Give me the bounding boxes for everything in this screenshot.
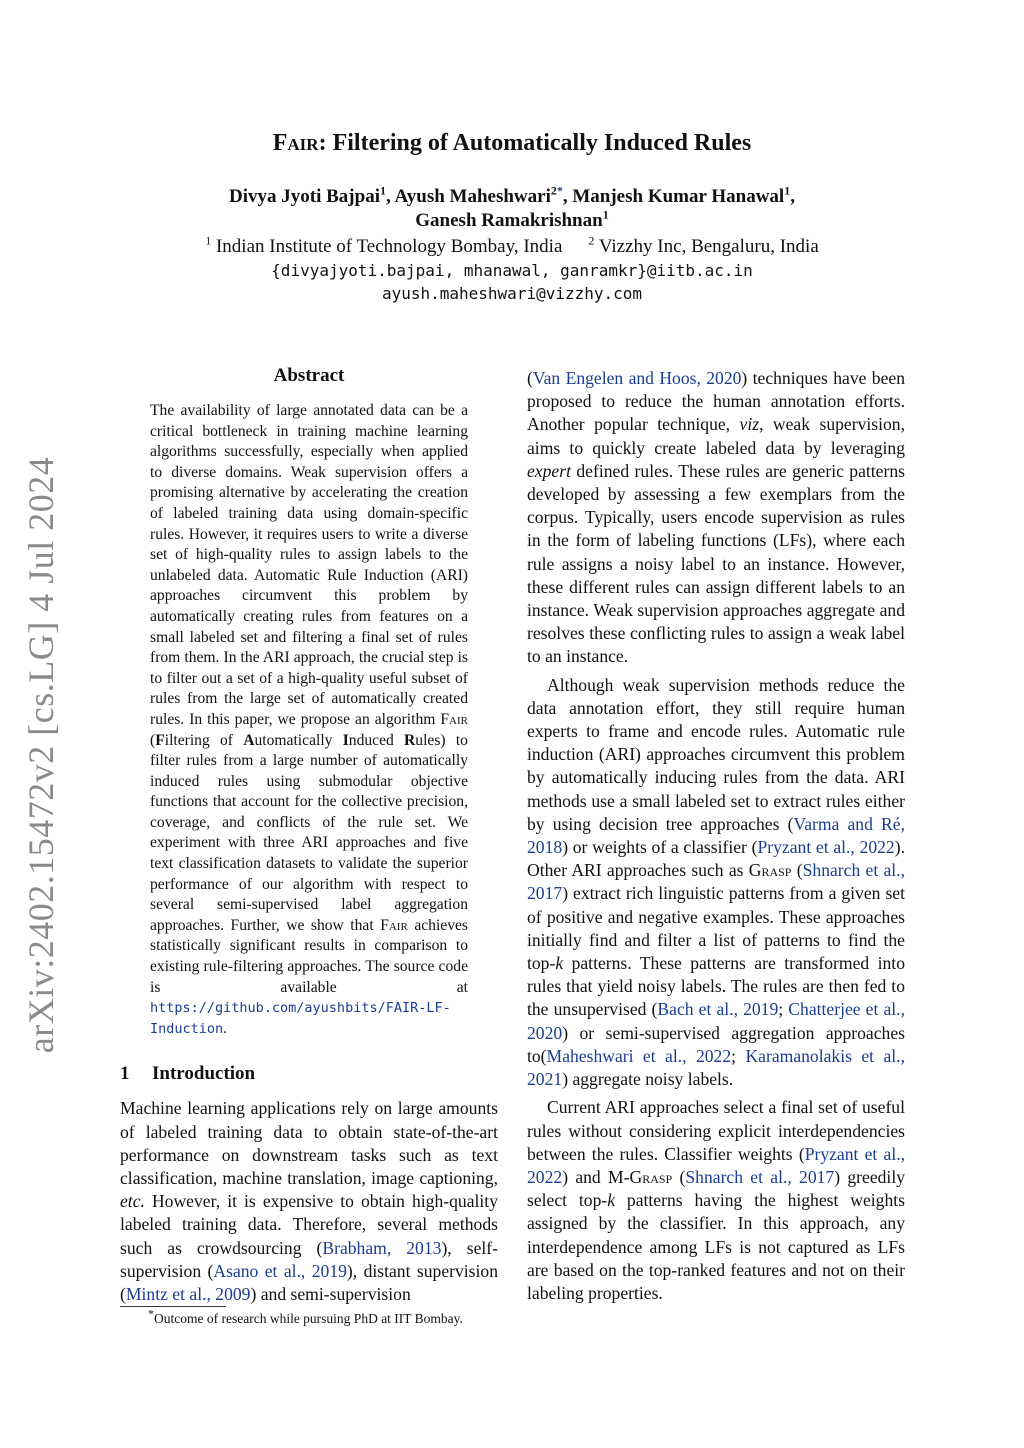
paragraph-current-ari: Current ARI approaches select a final set of useful rules without considering explicit interdependencies between the rules. Classifier weights (Pryzant et al., 2022) and M-Grasp (Shnarch et al., 2017) greedily select top-k patterns having the highest weights assigned by the classifier. In this approach, any interdependence among LFs is not captured as LFs are based on the top-ranked features and not on their labeling properties. bbox=[527, 1097, 906, 1303]
right-column bbox=[527, 367, 905, 1305]
footnote: *Outcome of research while pursuing PhD at IIT Bombay. bbox=[148, 1306, 463, 1326]
citation-van-engelen[interactable]: Van Engelen and Hoos, 2020 bbox=[532, 368, 742, 388]
intro-paragraph: Machine learning applications rely on large amounts of labeled training data to obtain state-of-the-art performance on downstream tasks such as text classification, machine translation, image captioning, etc. However, it is expensive to obtain high-quality labeled training data. Therefore, several methods such as crowdsourcing (Brabham, 2013), self-supervision (Asano et al., 2019), distant supervision (Mintz et al., 2009) and semi-supervision bbox=[120, 1098, 499, 1305]
arxiv-identifier bbox=[6, 456, 76, 1054]
section-heading-introduction: 1 Introduction bbox=[120, 1063, 256, 1085]
affiliations: $^1$ Indian Institute of Technology Bombay, India $^2$ Vizzhy Inc, Bengaluru, India bbox=[205, 233, 819, 257]
email-addresses: {divyajyoti.bajpai, mhanawal, ganramkr}@iitb.ac.in ayush.maheshwari@vizzhy.com bbox=[271, 261, 753, 303]
citation-shnarch[interactable]: Shnarch et al., 2017 bbox=[527, 860, 905, 904]
citation-asano[interactable]: Asano et al., 2019 bbox=[213, 1260, 347, 1281]
title-block bbox=[120, 130, 904, 305]
paper-title: Fair: Filtering of Automatically Induced Rules bbox=[272, 130, 752, 156]
citation-brabham[interactable]: Brabham, 2013 bbox=[322, 1237, 442, 1258]
abstract-heading: Abstract bbox=[273, 365, 345, 386]
arxiv-id-text: arXiv:2402.15472v2 [cs.LG] 4 Jul 2024 bbox=[21, 456, 61, 1054]
citation-shnarch-2[interactable]: Shnarch et al., 2017 bbox=[685, 1166, 835, 1187]
author-list: Divya Jyoti Bajpai$^1$, Ayush Maheshwari$^{2*}$, Manjesh Kumar Hanawal$^1$, Ganesh Ramakrishnan$^1$ bbox=[229, 183, 795, 231]
citation-varma[interactable]: Varma and Ré, 2018 bbox=[527, 813, 905, 858]
citation-maheshwari[interactable]: Maheshwari et al., 2022 bbox=[546, 1045, 732, 1066]
abstract-text: The availability of large annotated data can be a critical bottleneck in training machine learning algorithms successfully, especially when applied to diverse domains. Weak supervision offers a promising alternative by accelerating the creation of labeled training data using domain-specific rules. However, it requires users to write a diverse set of high-quality rules to assign labels to the unlabeled data. Automatic Rule Induction (ARI) approaches circumvent this problem by automatically creating rules from features on a small labeled set and filtering a final set of rules from them. In the ARI approach, the crucial step is to filter out a set of a high-quality useful subset of rules from the large set of automatically created rules. In this paper, we propose an algorithm Fair (Filtering of Automatically Induced Rules) to filter rules from a large number of automatically induced rules using submodular objective functions that account for the collective precision, coverage, and conflicts of the rule set. We experiment with three ARI approaches and five text classification datasets to validate the superior performance of our algorithm with respect to several semi-supervised label aggregation approaches. Further, we show that Fair achieves statistically significant results in comparison to existing rule-filtering approaches. The source code is available at https://github.com/ayushbits/FAIR-LF-Induction. bbox=[150, 402, 468, 1037]
paragraph-weak-supervision: (Van Engelen and Hoos, 2020) techniques have been proposed to reduce the human annotation efforts. Another popular technique, viz, weak supervision, aims to quickly create labeled data by leveraging expert defined rules. These rules are generic patterns developed by assessing a few exemplars from the corpus. Typically, users encode supervision as rules in the form of labeling functions (LFs), where each rule assigns a noisy label to an instance. However, these different rules can assign different labels to an instance. Weak supervision approaches aggregate and resolves these conflicting rules to assign a weak label to an instance. bbox=[527, 368, 906, 667]
source-code-link[interactable]: https://github.com/ayushbits/FAIR-LF-Induction bbox=[150, 1000, 451, 1037]
citation-karamanolakis[interactable]: Karamanolakis et al., 2021 bbox=[527, 1045, 905, 1090]
left-column bbox=[120, 365, 498, 1306]
citation-pryzant-2[interactable]: Pryzant et al., 2022 bbox=[527, 1143, 906, 1187]
citation-chatterjee[interactable]: Chatterjee et al., 2020 bbox=[527, 999, 905, 1043]
footnote-divider bbox=[120, 1306, 226, 1307]
citation-bach[interactable]: Bach et al., 2019 bbox=[657, 999, 779, 1020]
citation-pryzant[interactable]: Pryzant et al., 2022 bbox=[757, 837, 895, 858]
paragraph-ari: Although weak supervision methods reduce the data annotation effort, they still require human experts to frame and encode rules. Automatic rule induction (ARI) approaches circumvent this problem by automatically inducing rules from the data. ARI methods use a small labeled set to extract rules either by using decision tree approaches (Varma and Ré, 2018) or weights of a classifier (Pryzant et al., 2022). Other ARI approaches such as Grasp (Shnarch et al., 2017) extract rich linguistic patterns from a given set of positive and negative examples. These approaches initially find and filter a list of patterns to find the top-k patterns. These patterns are transformed into rules that yield noisy labels. The rules are then fed to the unsupervised (Bach et al., 2019; Chatterjee et al., 2020) or semi-supervised aggregation approaches to(Maheshwari et al., 2022; Karamanolakis et al., 2021) aggregate noisy labels. bbox=[527, 674, 905, 1090]
citation-mintz[interactable]: Mintz et al., 2009 bbox=[125, 1284, 251, 1305]
